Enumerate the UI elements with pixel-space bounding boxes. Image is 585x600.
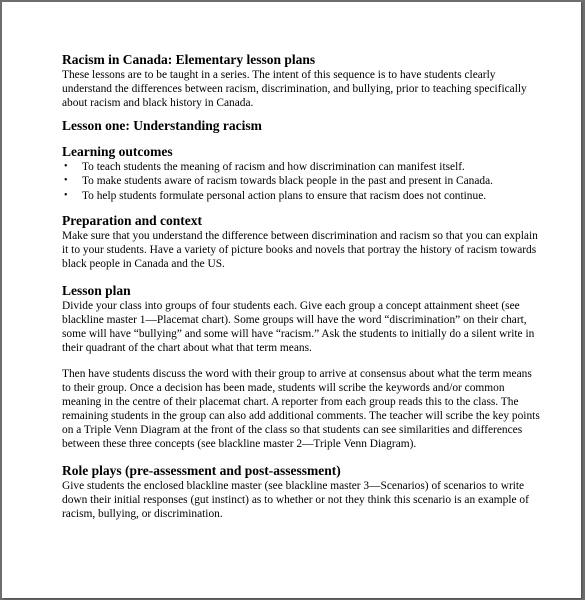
document-content xyxy=(62,52,540,521)
list-item-text: To help students formulate personal action plans to ensure that racism does not continue. xyxy=(82,189,487,202)
document-title: Racism in Canada: Elementary lesson plans xyxy=(62,52,316,67)
lesson-plan-heading: Lesson plan xyxy=(62,283,131,299)
bullet-icon: • xyxy=(64,161,68,172)
preparation-heading: Preparation and context xyxy=(62,213,202,229)
role-plays-paragraph: Give students the enclosed blackline master (see blackline master 3—Scenarios) of scenarios to write down their initial responses (gut instinct) as to whether or not they think this scenario is an example of racism, bullying, or discrimination. xyxy=(62,480,529,521)
list-item-text: To teach students the meaning of racism and how discrimination can manifest itself. xyxy=(82,161,465,173)
intro-paragraph: These lessons are to be taught in a series. The intent of this sequence is to have students clearly understand the differences between racism, discrimination, and bullying, prior to teaching specifically about racism and black history in Canada. xyxy=(62,69,527,109)
document-page xyxy=(2,2,581,598)
learning-outcomes-list xyxy=(62,160,540,203)
lesson-plan-paragraph-2: Then have students discuss the word with their group to arrive at consensus about what the term means to their group. Once a decision has been made, students will scribe the keywords and/or common meaning in the centre of their placemat chart. A reporter from each group reads this to the class. The remaining students in the group can also add additional comments. The teacher will scribe the key points on a Triple Venn Diagram at the front of the class so that students can see similarities and differences between these three concepts (see blackline master 2—Triple Venn Diagram). xyxy=(62,368,540,451)
role-plays-heading: Role plays (pre-assessment and post-assessment) xyxy=(62,463,341,479)
list-item xyxy=(62,174,540,188)
learning-outcomes-heading: Learning outcomes xyxy=(62,144,173,159)
lesson-plan-paragraph-1: Divide your class into groups of four students each. Give each group a concept attainment sheet (see blackline master 1—Placemat chart). Some groups will have the word “discrimination” on their chart, some will have “bullying” and some will have “racism.” Ask the students to initially do a silent write in their quadrant of the chart about what that term means. xyxy=(62,300,535,355)
lesson-one-heading: Lesson one: Understanding racism xyxy=(62,118,262,133)
list-item xyxy=(62,160,540,174)
list-item-text: To make students aware of racism towards black people in the past and present in Canada. xyxy=(82,175,494,188)
list-item xyxy=(62,189,540,203)
bullet-icon: • xyxy=(64,175,68,187)
bullet-icon: • xyxy=(64,189,68,201)
preparation-paragraph: Make sure that you understand the difference between discrimination and racism so that you can explain it to your students. Have a variety of picture books and novels that portray the history of racism towards black people in Canada and the US. xyxy=(62,230,538,271)
